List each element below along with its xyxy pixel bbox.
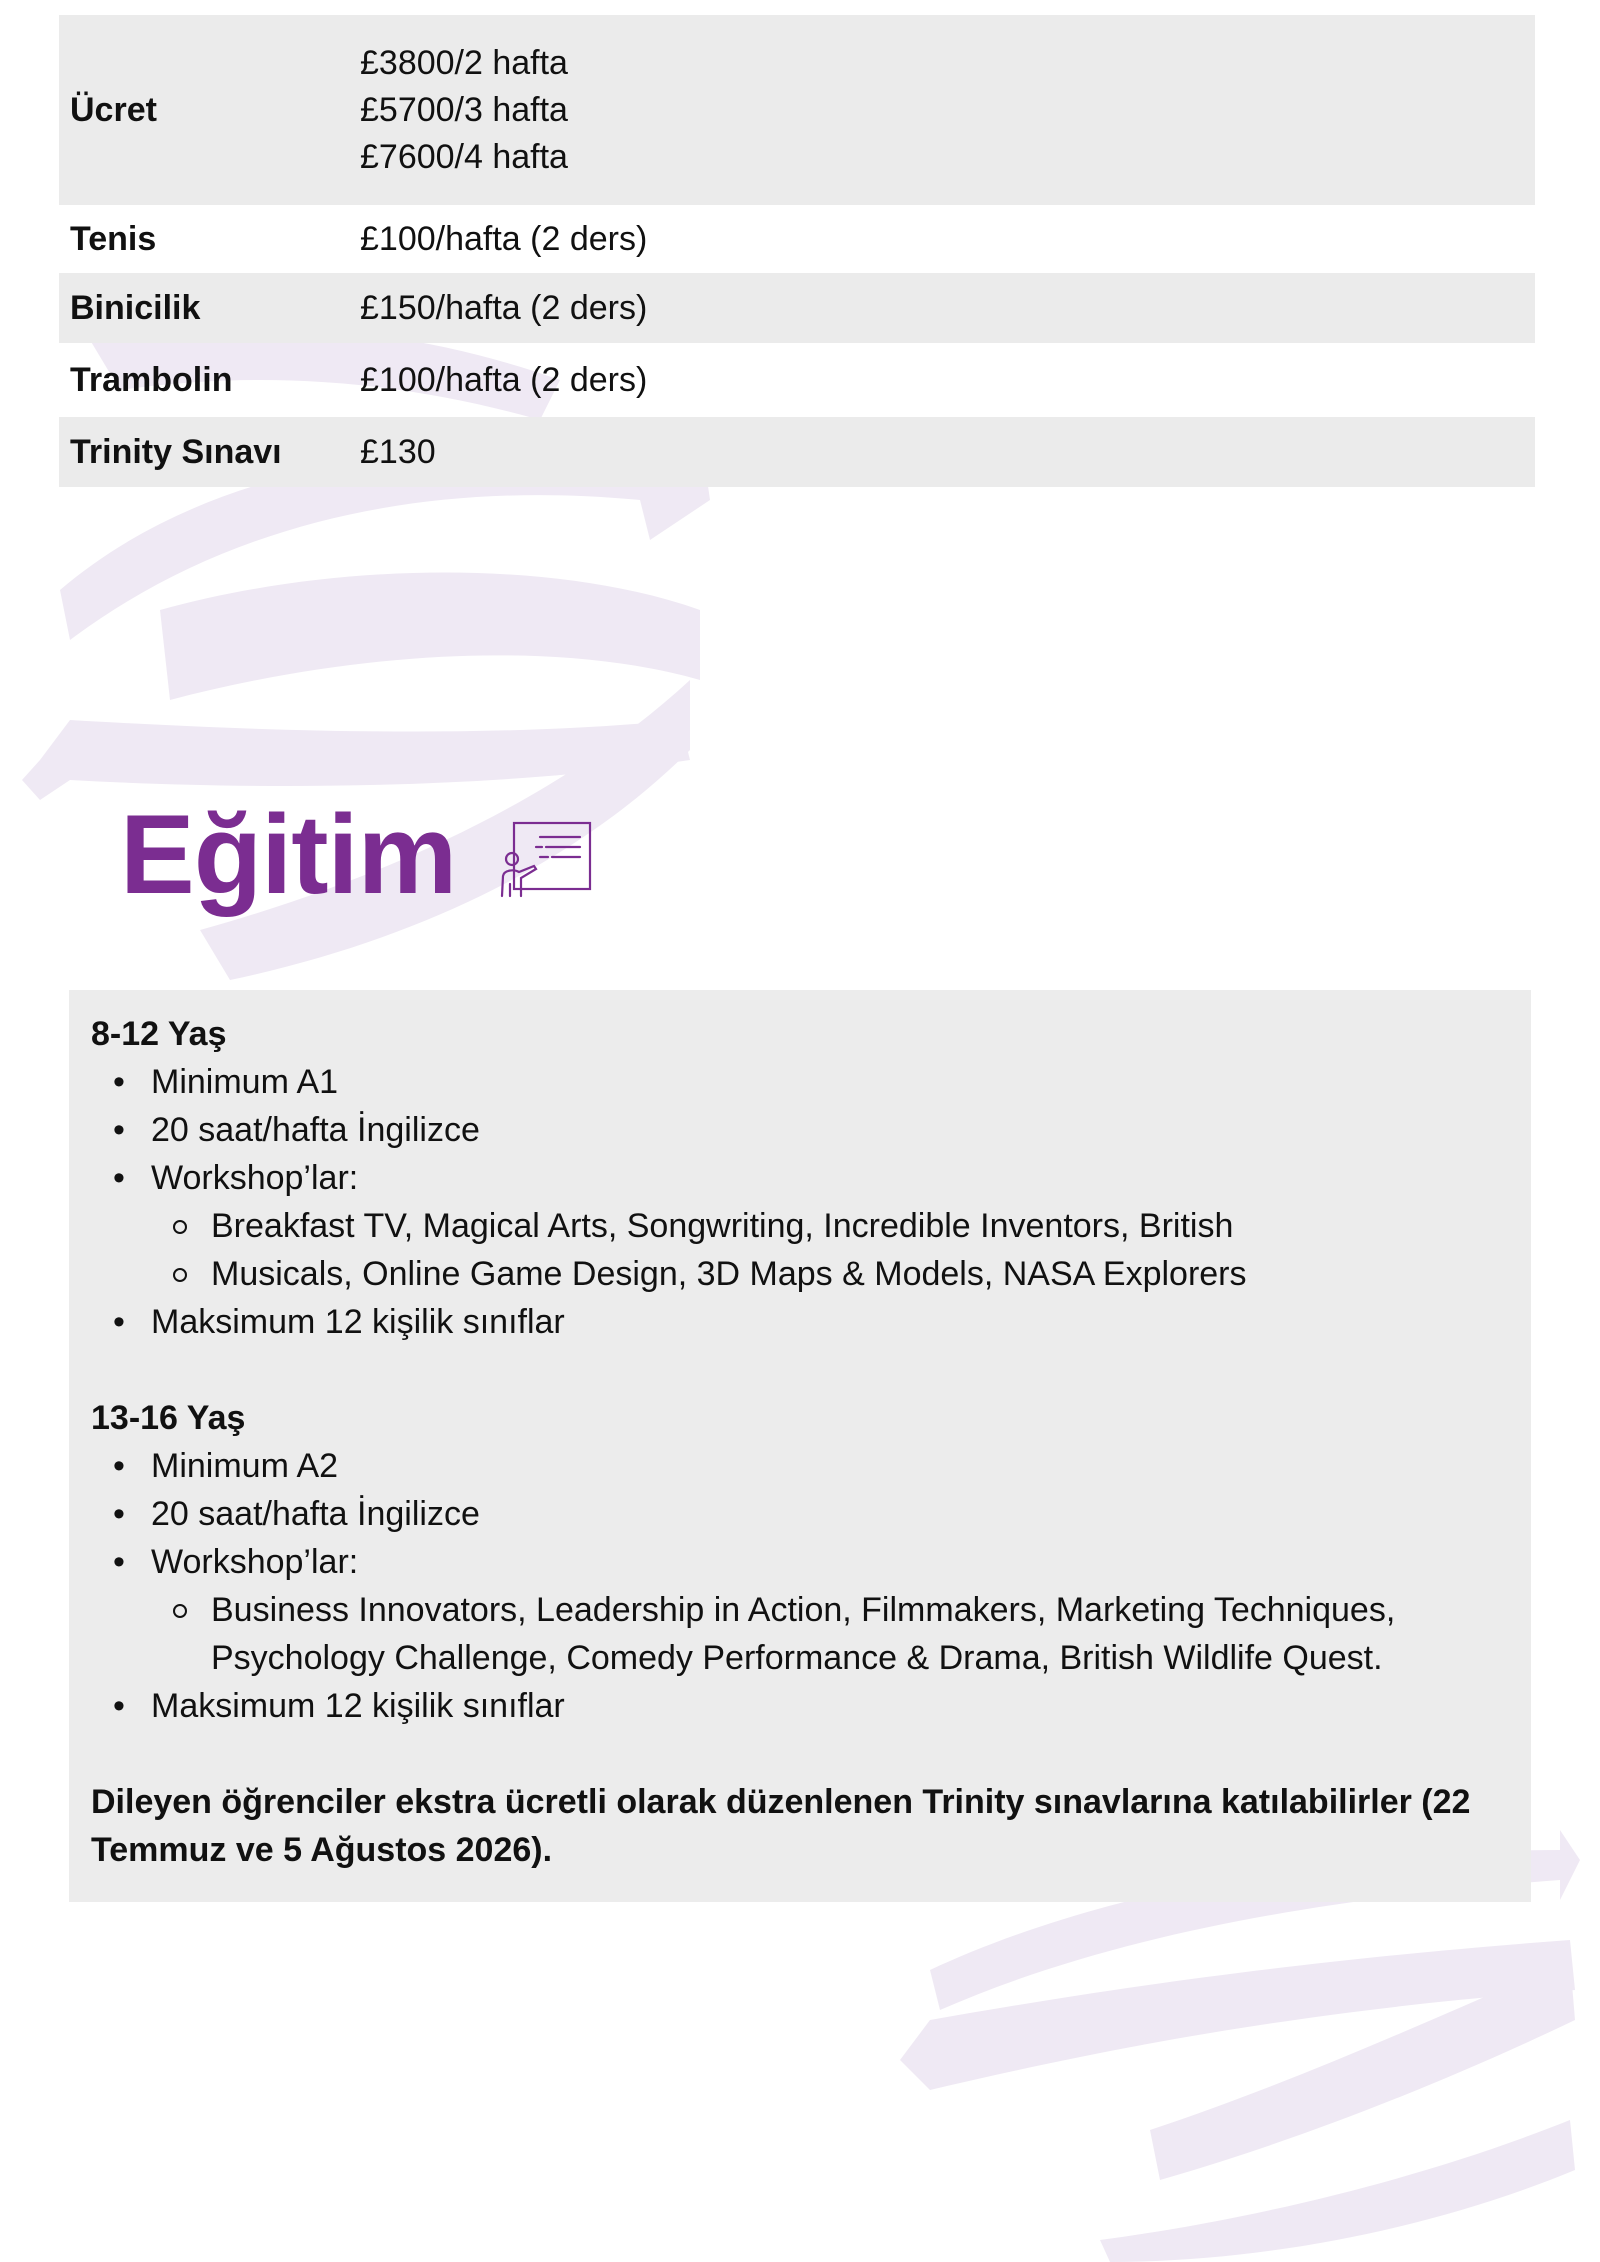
teacher-board-icon <box>500 820 594 898</box>
list-item: • 20 saat/hafta İngilizce <box>91 1106 1509 1154</box>
list-item: • Workshop’lar: <box>91 1154 1509 1202</box>
section-title: Eğitim <box>120 792 457 917</box>
workshop-list-wrap <box>91 1586 1509 1682</box>
fee-value: £100/hafta (2 ders) <box>360 219 648 258</box>
section-heading <box>120 790 594 920</box>
list-item: • Maksimum 12 kişilik sınıflar <box>91 1682 1509 1730</box>
fee-label: Ücret <box>70 90 157 129</box>
fee-label: Trambolin <box>70 360 233 399</box>
trinity-note: Dileyen öğrenciler ekstra ücretli olarak düzenlenen Trinity sınavlarına katılabilirler (22 Temmuz ve 5 Ağustos 2026). <box>91 1783 1471 1869</box>
fee-value: £3800/2 hafta <box>360 43 568 82</box>
workshop-item: Musicals, Online Game Design, 3D Maps & Models, NASA Explorers <box>151 1250 1509 1298</box>
workshop-item: Breakfast TV, Magical Arts, Songwriting, Incredible Inventors, British <box>151 1202 1509 1250</box>
fee-label: Tenis <box>70 219 157 258</box>
group-list <box>91 1442 1509 1730</box>
group-title: 13-16 Yaş <box>91 1399 246 1437</box>
list-item: • Workshop’lar: <box>91 1538 1509 1586</box>
fee-table <box>59 15 1535 487</box>
workshop-list-wrap <box>91 1202 1509 1298</box>
fee-row-tenis <box>59 205 1535 273</box>
fee-row-trambolin <box>59 343 1535 417</box>
list-item: • Minimum A1 <box>91 1058 1509 1106</box>
list-item: • Minimum A2 <box>91 1442 1509 1490</box>
fee-row-binicilik <box>59 273 1535 343</box>
list-item: • 20 saat/hafta İngilizce <box>91 1490 1509 1538</box>
group-list <box>91 1058 1509 1346</box>
list-item: • Maksimum 12 kişilik sınıflar <box>91 1298 1509 1346</box>
workshop-item: Business Innovators, Leadership in Action, Filmmakers, Marketing Techniques, Psychology Challenge, Comedy Performance & Drama, British Wildlife Quest. <box>151 1586 1509 1682</box>
fee-value: £150/hafta (2 ders) <box>360 288 648 327</box>
fee-values <box>360 40 568 181</box>
fee-row-trinity <box>59 417 1535 487</box>
fee-value: £100/hafta (2 ders) <box>360 360 648 399</box>
fee-value: £130 <box>360 432 436 471</box>
fee-label: Binicilik <box>70 288 201 327</box>
education-panel <box>69 990 1531 1902</box>
workshop-list <box>151 1586 1509 1682</box>
fee-value: £5700/3 hafta <box>360 90 568 129</box>
workshop-list <box>151 1202 1509 1298</box>
group-title: 8-12 Yaş <box>91 1015 227 1053</box>
fee-row-ucret <box>59 15 1535 205</box>
fee-label: Trinity Sınavı <box>70 432 282 471</box>
fee-value: £7600/4 hafta <box>360 137 568 176</box>
